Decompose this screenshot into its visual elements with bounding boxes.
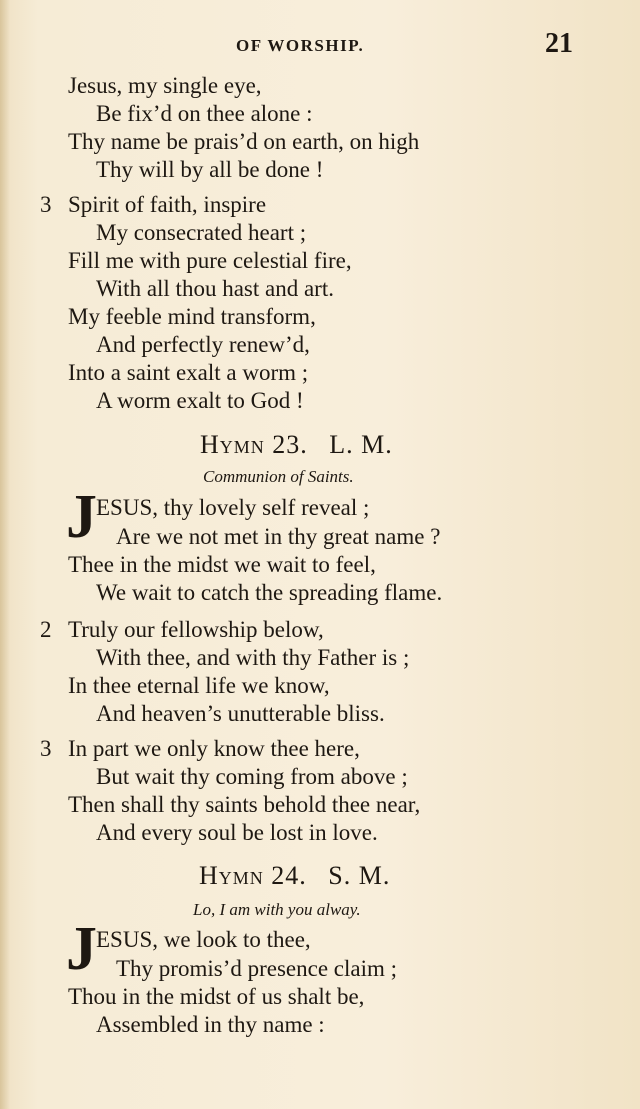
hymn-title <box>199 861 390 891</box>
verse-number: 3 <box>40 736 52 761</box>
running-head: OF WORSHIP. <box>236 36 365 55</box>
hymn-meter: S. M. <box>328 861 391 890</box>
stanza-line: And every soul be lost in love. <box>96 820 378 845</box>
verse-number: 2 <box>40 617 52 642</box>
first-line-rest: ESUS, thy lovely self reveal ; <box>96 495 370 520</box>
hymn-title <box>200 430 393 460</box>
hymn-title-word: Hymn <box>199 861 264 890</box>
stanza-line: Assembled in thy name : <box>96 1012 325 1037</box>
stanza-line: With all thou hast and art. <box>96 276 334 301</box>
stanza-line: Are we not met in thy great name ? <box>116 524 441 549</box>
stanza-line: Be fix’d on thee alone : <box>96 101 313 126</box>
drop-cap: J <box>66 915 97 983</box>
stanza-line: And perfectly renew’d, <box>96 332 310 357</box>
stanza-line: Thy promis’d presence claim ; <box>116 956 398 981</box>
page-header <box>0 28 640 68</box>
stanza-line: In thee eternal life we know, <box>68 673 330 698</box>
stanza-line: But wait thy coming from above ; <box>96 764 408 789</box>
stanza-line: Truly our fellowship below, <box>68 617 324 642</box>
stanza-line: In part we only know thee here, <box>68 736 360 761</box>
first-line-rest: ESUS, we look to thee, <box>96 927 311 952</box>
stanza-line: Then shall thy saints behold thee near, <box>68 792 421 817</box>
hymn-subtitle: Lo, I am with you alway. <box>193 900 361 919</box>
stanza-line: Thy name be prais’d on earth, on high <box>68 129 420 154</box>
hymn-number: 23. <box>272 430 308 459</box>
hymn-number: 24. <box>271 861 307 890</box>
stanza-line: My consecrated heart ; <box>96 220 307 245</box>
stanza-line: We wait to catch the spreading flame. <box>96 580 443 605</box>
hymn-subtitle: Communion of Saints. <box>203 467 354 486</box>
stanza-line: Spirit of faith, inspire <box>68 192 267 217</box>
stanza-line: My feeble mind transform, <box>68 304 316 329</box>
stanza-line: Fill me with pure celestial fire, <box>68 248 352 273</box>
hymn-meter: L. M. <box>329 430 393 459</box>
hymn-title-word: Hymn <box>200 430 265 459</box>
page-spine-shadow <box>0 0 10 1109</box>
verse-number: 3 <box>40 192 52 217</box>
page-number: 21 <box>545 28 573 59</box>
stanza-line: Jesus, my single eye, <box>68 73 262 98</box>
stanza-line: Thy will by all be done ! <box>96 157 324 182</box>
stanza-line: And heaven’s unutterable bliss. <box>96 701 385 726</box>
stanza-line: With thee, and with thy Father is ; <box>96 645 410 670</box>
stanza-line: Thee in the midst we wait to feel, <box>68 552 376 577</box>
stanza-line: Into a saint exalt a worm ; <box>68 360 309 385</box>
stanza-line: A worm exalt to God ! <box>96 388 304 413</box>
stanza-line: Thou in the midst of us shalt be, <box>68 984 365 1009</box>
drop-cap: J <box>66 483 97 551</box>
